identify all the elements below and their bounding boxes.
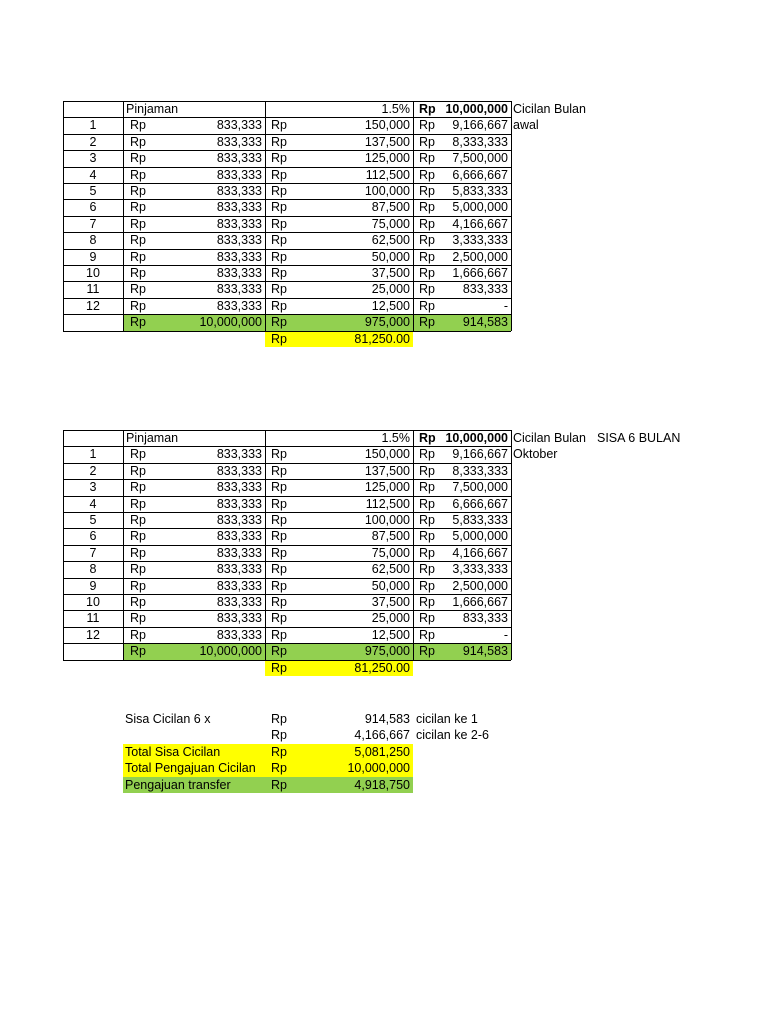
row-rp-principal[interactable]: Rp (130, 118, 146, 133)
row-number[interactable]: 1 (89, 447, 97, 462)
row-number[interactable]: 9 (89, 578, 97, 593)
row-rp-balance[interactable]: Rp (419, 496, 435, 511)
row-balance[interactable]: 6,666,667 (452, 496, 508, 511)
row-number[interactable]: 5 (89, 184, 97, 198)
grid-row-line (63, 463, 511, 464)
header-rp[interactable]: Rp (419, 431, 436, 445)
row-principal[interactable]: 833,333 (216, 151, 262, 166)
row-balance[interactable]: 1,666,667 (452, 266, 508, 280)
interest-total-value[interactable]: 81,250.00 (354, 331, 410, 346)
row-rp-balance[interactable]: Rp (419, 249, 435, 264)
row-principal[interactable]: 833,333 (216, 266, 262, 280)
grid-row-line (63, 117, 511, 118)
row-rp-principal[interactable]: Rp (130, 233, 146, 248)
grid-row-line (63, 199, 511, 200)
row-rp-balance[interactable]: Rp (419, 282, 435, 297)
summary-value[interactable]: 10,000,000 (347, 761, 410, 776)
total-balance[interactable]: 914,583 (462, 315, 508, 330)
header-note-3[interactable]: SISA 6 BULAN (597, 431, 681, 445)
row-principal[interactable]: 833,333 (216, 529, 262, 544)
grid-row-line (63, 150, 511, 151)
row-rp-principal[interactable]: Rp (130, 562, 146, 577)
row-rp-interest[interactable]: Rp (271, 529, 287, 544)
row-number[interactable]: 1 (89, 118, 97, 133)
row-balance[interactable]: 5,833,333 (452, 184, 508, 198)
grid-row-line (63, 496, 511, 497)
row-principal[interactable]: 833,333 (216, 562, 262, 577)
summary-label[interactable]: Total Sisa Cicilan (125, 744, 221, 759)
row-number[interactable]: 11 (86, 282, 100, 297)
row-rp-balance[interactable]: Rp (419, 200, 435, 215)
summary-value[interactable]: 5,081,250 (354, 744, 410, 759)
row-rp-interest[interactable]: Rp (271, 611, 287, 626)
grid-col-line (413, 101, 414, 331)
row-rp-balance[interactable]: Rp (419, 134, 435, 149)
row-balance[interactable]: 5,000,000 (452, 200, 508, 215)
row-rp-principal[interactable]: Rp (130, 545, 146, 560)
row-number[interactable]: 9 (89, 249, 97, 264)
row-principal[interactable]: 833,333 (216, 545, 262, 560)
summary-note[interactable] (416, 744, 516, 760)
header-note[interactable]: Cicilan Bulan (513, 102, 586, 116)
row-principal[interactable]: 833,333 (216, 184, 262, 198)
row-rp-principal[interactable]: Rp (130, 167, 146, 182)
grid-col-line (63, 101, 64, 331)
row-rp-interest[interactable]: Rp (271, 480, 287, 495)
grid-row-line (63, 281, 511, 282)
row-rp-principal[interactable]: Rp (130, 513, 146, 527)
row-rp-balance[interactable]: Rp (419, 184, 435, 198)
row-rp-balance[interactable]: Rp (419, 151, 435, 166)
row-rp-principal[interactable]: Rp (130, 249, 146, 264)
total-rp-interest[interactable]: Rp (271, 644, 287, 659)
row-rp-balance[interactable]: Rp (419, 447, 435, 462)
row-balance[interactable]: 4,166,667 (452, 545, 508, 560)
row-number[interactable]: 11 (86, 611, 100, 626)
row-interest[interactable]: 125,000 (364, 480, 410, 495)
summary-note[interactable] (416, 760, 516, 776)
total-interest[interactable]: 975,000 (364, 315, 410, 330)
row-principal[interactable]: 833,333 (216, 118, 262, 133)
grid-row-line (63, 512, 511, 513)
row-balance[interactable]: - (503, 627, 508, 642)
grid-row-line (63, 479, 511, 480)
interest-total-rp[interactable]: Rp (271, 331, 287, 346)
row-rp-principal[interactable]: Rp (130, 151, 146, 166)
row-rp-interest[interactable]: Rp (271, 298, 287, 313)
header-note[interactable]: Cicilan Bulan (513, 431, 586, 445)
row-principal[interactable]: 833,333 (216, 447, 262, 462)
header-loan[interactable]: 10,000,000 (445, 102, 508, 116)
row-balance[interactable]: 8,333,333 (452, 463, 508, 478)
row-rp-interest[interactable]: Rp (271, 595, 287, 609)
row-rp-principal[interactable]: Rp (130, 496, 146, 511)
row-number[interactable]: 4 (89, 167, 97, 182)
row-rp-balance[interactable]: Rp (419, 266, 435, 280)
row-balance[interactable]: 2,500,000 (452, 578, 508, 593)
summary-rp[interactable]: Rp (271, 761, 287, 776)
grid-row-line (63, 643, 511, 644)
row-rp-balance[interactable]: Rp (419, 545, 435, 560)
row-rp-interest[interactable]: Rp (271, 233, 287, 248)
row-rp-principal[interactable]: Rp (130, 266, 146, 280)
row-rp-interest[interactable]: Rp (271, 151, 287, 166)
row-rp-principal[interactable]: Rp (130, 529, 146, 544)
row-rp-principal[interactable]: Rp (130, 134, 146, 149)
row-rp-interest[interactable]: Rp (271, 562, 287, 577)
row-principal[interactable]: 833,333 (216, 298, 262, 313)
row-number[interactable]: 10 (86, 595, 100, 609)
grid-col-line (63, 430, 64, 660)
row-number[interactable]: 5 (89, 513, 97, 527)
summary-note[interactable]: cicilan ke 2-6 (416, 728, 489, 743)
row-rp-interest[interactable]: Rp (271, 216, 287, 231)
total-rp-balance[interactable]: Rp (419, 644, 435, 659)
row-principal[interactable]: 833,333 (216, 513, 262, 527)
row-rp-interest[interactable]: Rp (271, 167, 287, 182)
grid-row-line (63, 660, 511, 661)
grid-row-line (63, 594, 511, 595)
row-rp-principal[interactable]: Rp (130, 282, 146, 297)
total-rp-principal[interactable]: Rp (130, 644, 146, 659)
summary-rp[interactable]: Rp (271, 744, 287, 759)
row-rp-interest[interactable]: Rp (271, 496, 287, 511)
row-rp-interest[interactable]: Rp (271, 249, 287, 264)
row-rp-interest[interactable]: Rp (271, 463, 287, 478)
row-principal[interactable]: 833,333 (216, 167, 262, 182)
row-rp-interest[interactable]: Rp (271, 282, 287, 297)
grid-row-line (63, 298, 511, 299)
row-principal[interactable]: 833,333 (216, 282, 262, 297)
row-balance[interactable]: 9,166,667 (452, 118, 508, 133)
grid-col-line (123, 101, 124, 331)
row-interest[interactable]: 12,500 (371, 298, 410, 313)
row-rp-principal[interactable]: Rp (130, 595, 146, 609)
row-balance[interactable]: 5,833,333 (452, 513, 508, 527)
total-interest[interactable]: 975,000 (364, 644, 410, 659)
row-interest[interactable]: 87,500 (371, 200, 410, 215)
total-rp-interest[interactable]: Rp (271, 315, 287, 330)
row-number[interactable]: 7 (89, 545, 97, 560)
grid-row-line (63, 561, 511, 562)
row-number[interactable]: 4 (89, 496, 97, 511)
grid-row-line (63, 314, 511, 315)
row-number[interactable]: 8 (89, 562, 97, 577)
grid-row-line (63, 101, 511, 102)
row-rp-interest[interactable]: Rp (271, 447, 287, 462)
row-interest[interactable]: 150,000 (364, 118, 410, 133)
row-principal[interactable]: 833,333 (216, 233, 262, 248)
row-rp-balance[interactable]: Rp (419, 216, 435, 231)
row-number[interactable]: 8 (89, 233, 97, 248)
row-balance[interactable]: 7,500,000 (452, 151, 508, 166)
row-rp-interest[interactable]: Rp (271, 578, 287, 593)
row-interest[interactable]: 50,000 (371, 578, 410, 593)
grid-row-line (63, 446, 511, 447)
grid-row-line (63, 430, 511, 431)
grid-row-line (63, 331, 511, 332)
row-balance[interactable]: 9,166,667 (452, 447, 508, 462)
grid-row-line (63, 545, 511, 546)
summary-note[interactable]: cicilan ke 1 (416, 712, 478, 726)
summary-label[interactable] (125, 727, 265, 743)
interest-total-value[interactable]: 81,250.00 (354, 660, 410, 675)
total-principal[interactable]: 10,000,000 (199, 644, 262, 659)
summary-rp[interactable]: Rp (271, 777, 287, 792)
grid-row-line (63, 216, 511, 217)
row-rp-balance[interactable]: Rp (419, 611, 435, 626)
summary-rp[interactable]: Rp (271, 712, 287, 726)
grid-col-line (511, 430, 512, 660)
row-balance[interactable]: 7,500,000 (452, 480, 508, 495)
row-balance[interactable]: 2,500,000 (452, 249, 508, 264)
row-rp-balance[interactable]: Rp (419, 298, 435, 313)
header-loan[interactable]: 10,000,000 (445, 431, 508, 445)
row-rp-principal[interactable]: Rp (130, 578, 146, 593)
summary-note[interactable] (416, 777, 516, 793)
row-interest[interactable]: 75,000 (371, 545, 410, 560)
row-interest[interactable]: 137,500 (364, 134, 410, 149)
header-rate[interactable]: 1.5% (381, 102, 410, 116)
row-principal[interactable]: 833,333 (216, 480, 262, 495)
row-balance[interactable]: 3,333,333 (452, 562, 508, 577)
row-balance[interactable]: 833,333 (462, 611, 508, 626)
row-rp-interest[interactable]: Rp (271, 627, 287, 642)
row-number[interactable]: 7 (89, 216, 97, 231)
row-principal[interactable]: 833,333 (216, 134, 262, 149)
row-rp-interest[interactable]: Rp (271, 134, 287, 149)
grid-col-line (265, 101, 266, 331)
row-interest[interactable]: 150,000 (364, 447, 410, 462)
row-rp-balance[interactable]: Rp (419, 233, 435, 248)
row-rp-interest[interactable]: Rp (271, 118, 287, 133)
row-interest[interactable]: 75,000 (371, 216, 410, 231)
header-label[interactable]: Pinjaman (126, 431, 179, 445)
row-rp-interest[interactable]: Rp (271, 545, 287, 560)
row-rp-balance[interactable]: Rp (419, 529, 435, 544)
row-balance[interactable]: 3,333,333 (452, 233, 508, 248)
total-balance[interactable]: 914,583 (462, 644, 508, 659)
row-number[interactable]: 2 (89, 134, 97, 149)
row-interest[interactable]: 25,000 (371, 282, 410, 297)
row-principal[interactable]: 833,333 (216, 496, 262, 511)
row-balance[interactable]: 5,000,000 (452, 529, 508, 544)
grid-row-line (63, 265, 511, 266)
row-interest[interactable]: 37,500 (371, 266, 410, 280)
row-principal[interactable]: 833,333 (216, 249, 262, 264)
grid-row-line (63, 134, 511, 135)
row-balance[interactable]: 1,666,667 (452, 595, 508, 609)
row-rp-principal[interactable]: Rp (130, 298, 146, 313)
row-interest[interactable]: 50,000 (371, 249, 410, 264)
row-principal[interactable]: 833,333 (216, 216, 262, 231)
row-principal[interactable]: 833,333 (216, 463, 262, 478)
summary-value[interactable]: 4,918,750 (354, 777, 410, 792)
row-balance[interactable]: 833,333 (462, 282, 508, 297)
row-interest[interactable]: 100,000 (364, 513, 410, 527)
summary-rp[interactable]: Rp (271, 728, 287, 743)
grid-col-line (413, 430, 414, 660)
row-rp-principal[interactable]: Rp (130, 480, 146, 495)
interest-total-rp[interactable]: Rp (271, 660, 287, 675)
total-rp-principal[interactable]: Rp (130, 315, 146, 330)
grid-row-line (63, 183, 511, 184)
row-balance[interactable]: 4,166,667 (452, 216, 508, 231)
row-rp-balance[interactable]: Rp (419, 480, 435, 495)
row-number[interactable]: 12 (86, 298, 100, 313)
row-rp-balance[interactable]: Rp (419, 118, 435, 133)
row-number[interactable]: 3 (89, 480, 97, 495)
grid-row-line (63, 578, 511, 579)
row-rp-interest[interactable]: Rp (271, 266, 287, 280)
total-rp-balance[interactable]: Rp (419, 315, 435, 330)
row-interest[interactable]: 125,000 (364, 151, 410, 166)
summary-label[interactable]: Sisa Cicilan 6 x (125, 712, 211, 726)
row-rp-principal[interactable]: Rp (130, 184, 146, 198)
header-note-2[interactable]: awal (513, 118, 539, 133)
row-rp-principal[interactable]: Rp (130, 463, 146, 478)
row-balance[interactable]: 6,666,667 (452, 167, 508, 182)
grid-row-line (63, 249, 511, 250)
row-rp-principal[interactable]: Rp (130, 611, 146, 626)
row-principal[interactable]: 833,333 (216, 611, 262, 626)
row-rp-principal[interactable]: Rp (130, 627, 146, 642)
row-interest[interactable]: 25,000 (371, 611, 410, 626)
row-rp-interest[interactable]: Rp (271, 184, 287, 198)
grid-col-line (265, 430, 266, 660)
row-rp-principal[interactable]: Rp (130, 447, 146, 462)
grid-row-line (63, 627, 511, 628)
grid-row-line (63, 167, 511, 168)
row-interest[interactable]: 112,500 (365, 496, 410, 511)
grid-col-line (511, 101, 512, 331)
row-rp-balance[interactable]: Rp (419, 627, 435, 642)
row-rp-interest[interactable]: Rp (271, 513, 287, 527)
summary-label[interactable]: Total Pengajuan Cicilan (125, 761, 256, 776)
summary-value[interactable]: 4,166,667 (354, 728, 410, 743)
row-rp-balance[interactable]: Rp (419, 513, 435, 527)
row-principal[interactable]: 833,333 (216, 578, 262, 593)
row-rp-principal[interactable]: Rp (130, 216, 146, 231)
row-rp-balance[interactable]: Rp (419, 595, 435, 609)
row-interest[interactable]: 37,500 (371, 595, 410, 609)
total-principal[interactable]: 10,000,000 (199, 315, 262, 330)
row-interest[interactable]: 112,500 (365, 167, 410, 182)
header-note-2[interactable]: Oktober (513, 447, 558, 462)
row-number[interactable]: 3 (89, 151, 97, 166)
row-rp-balance[interactable]: Rp (419, 167, 435, 182)
header-rp[interactable]: Rp (419, 102, 436, 116)
row-interest[interactable]: 100,000 (364, 184, 410, 198)
summary-label[interactable]: Pengajuan transfer (125, 777, 231, 792)
grid-row-line (63, 528, 511, 529)
row-balance[interactable]: - (503, 298, 508, 313)
row-rp-principal[interactable]: Rp (130, 200, 146, 215)
row-interest[interactable]: 137,500 (364, 463, 410, 478)
header-rate[interactable]: 1.5% (381, 431, 410, 445)
row-rp-balance[interactable]: Rp (419, 463, 435, 478)
row-interest[interactable]: 87,500 (371, 529, 410, 544)
row-number[interactable]: 6 (89, 529, 97, 544)
row-principal[interactable]: 833,333 (216, 627, 262, 642)
row-number[interactable]: 2 (89, 463, 97, 478)
grid-row-line (63, 610, 511, 611)
row-principal[interactable]: 833,333 (216, 200, 262, 215)
row-rp-interest[interactable]: Rp (271, 200, 287, 215)
row-principal[interactable]: 833,333 (216, 595, 262, 609)
grid-row-line (63, 232, 511, 233)
row-interest[interactable]: 62,500 (371, 562, 410, 577)
row-number[interactable]: 12 (86, 627, 100, 642)
row-number[interactable]: 10 (86, 266, 100, 280)
row-interest[interactable]: 12,500 (371, 627, 410, 642)
row-rp-balance[interactable]: Rp (419, 578, 435, 593)
row-balance[interactable]: 8,333,333 (452, 134, 508, 149)
row-number[interactable]: 6 (89, 200, 97, 215)
summary-value[interactable]: 914,583 (364, 712, 410, 726)
header-label[interactable]: Pinjaman (126, 102, 179, 116)
row-rp-balance[interactable]: Rp (419, 562, 435, 577)
row-interest[interactable]: 62,500 (371, 233, 410, 248)
grid-col-line (123, 430, 124, 660)
